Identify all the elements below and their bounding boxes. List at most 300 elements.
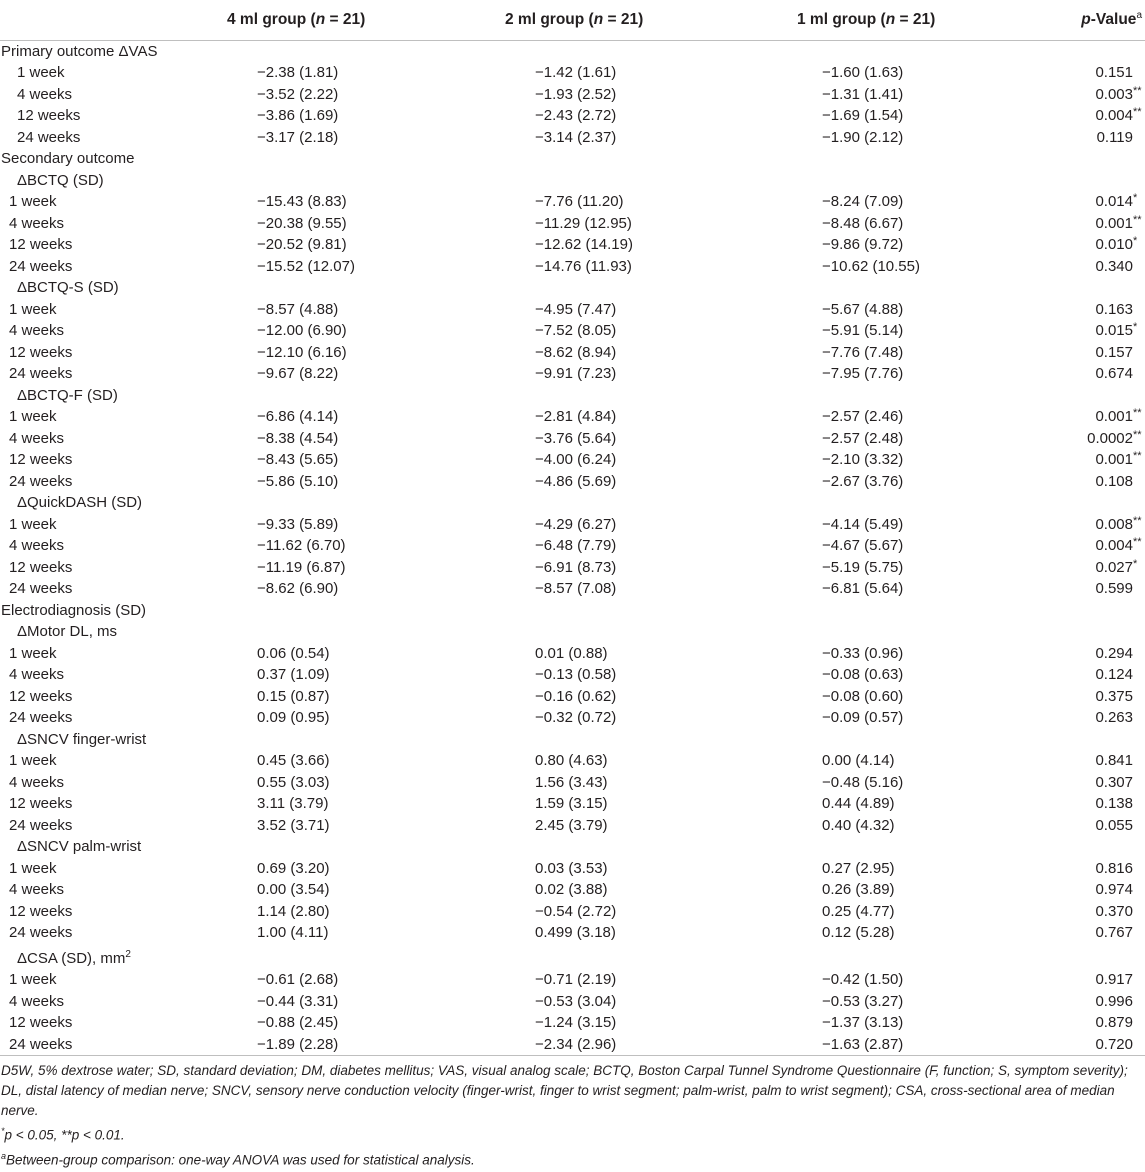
cell-1ml: −10.62 (10.55) — [822, 257, 920, 275]
significance-stars: * — [1133, 192, 1138, 204]
cell-4ml: −8.43 (5.65) — [257, 451, 339, 468]
cell-p-value — [1047, 320, 1145, 342]
cell-4ml: 0.37 (1.09) — [257, 666, 330, 683]
row-label: 12 weeks — [9, 451, 73, 468]
row-label: 1 week — [9, 193, 57, 210]
cell-1ml: −4.14 (5.49) — [822, 515, 904, 533]
p-value-text: 0.974 — [1095, 881, 1133, 898]
cell-2ml: −9.91 (7.23) — [535, 365, 617, 382]
cell-4ml: −15.52 (12.07) — [257, 257, 355, 275]
heading-text: ΔBCTQ (SD) — [17, 171, 104, 189]
cell-2ml: −3.14 (2.37) — [535, 128, 617, 146]
cell-2ml: −1.93 (2.52) — [535, 85, 617, 103]
cell-2ml: −0.71 (2.19) — [535, 971, 617, 988]
p-value-text: 0.157 — [1095, 343, 1133, 361]
cell-p-value — [1047, 256, 1145, 278]
cell-1ml: 0.44 (4.89) — [822, 795, 895, 812]
cell-4ml: −5.86 (5.10) — [257, 472, 339, 490]
table-header — [0, 0, 1145, 40]
cell-p-value — [1047, 127, 1145, 149]
table-row — [0, 793, 1145, 815]
p-value-text: 0.015 — [1095, 322, 1133, 339]
table-body — [0, 40, 1145, 1056]
table-row — [0, 686, 1145, 708]
cell-p-value — [1047, 471, 1145, 493]
table-row — [0, 320, 1145, 342]
p-value-text: 0.375 — [1095, 687, 1133, 705]
row-label: 24 weeks — [0, 1034, 215, 1056]
heading-cell — [0, 40, 1145, 62]
cell-1ml: −0.42 (1.50) — [822, 971, 904, 988]
cell-2ml: −14.76 (11.93) — [535, 257, 632, 275]
footnote-abbreviations: D5W, 5% dextrose water; SD, standard deviation; DM, diabetes mellitus; VAS, visual analog scale; BCTQ, Boston Carpal Tunnel Syndrome Questionnaire (F, function; S, symptom severity); DL, distal latency of median nerve; SNCV, sensory nerve conduction velocity (finger-wrist, finger to wrist segment; palm-wrist, palm to wrist segment); CSA, cross-sectional area of median nerve. — [1, 1063, 1128, 1118]
significance-stars: * — [1133, 235, 1138, 247]
cell-1ml: −2.57 (2.46) — [822, 408, 904, 425]
table-row — [0, 256, 1145, 278]
table-row — [0, 471, 1145, 493]
header-label-cell — [0, 0, 215, 40]
heading-text: ΔMotor DL, ms — [17, 623, 118, 640]
cell-2ml: −11.29 (12.95) — [535, 214, 632, 232]
row-label: 4 weeks — [9, 429, 65, 447]
cell-p-value — [1047, 879, 1145, 901]
significance-stars: ** — [1133, 84, 1142, 97]
cell-4ml: −11.62 (6.70) — [257, 537, 346, 554]
cell-p-value — [1047, 578, 1145, 600]
significance-stars: ** — [1133, 213, 1142, 226]
cell-2ml: −2.43 (2.72) — [535, 107, 617, 124]
cell-2ml: −6.48 (7.79) — [535, 537, 617, 554]
row-label: 12 weeks — [9, 1014, 73, 1031]
cell-2ml: 0.02 (3.88) — [535, 881, 608, 898]
table-row — [0, 342, 1145, 364]
cell-4ml: −9.33 (5.89) — [257, 515, 339, 533]
p-value-text: 0.151 — [1095, 64, 1133, 81]
significance-stars: ** — [1133, 450, 1142, 462]
p-value-text: 0.720 — [1095, 1035, 1133, 1053]
cell-p-value — [1047, 428, 1145, 450]
significance-stars: * — [1133, 557, 1138, 570]
table-row — [0, 213, 1145, 235]
cell-2ml: −0.16 (0.62) — [535, 687, 617, 705]
cell-p-value — [1047, 84, 1145, 106]
row-label: 1 week — [9, 859, 57, 877]
table-row — [0, 858, 1145, 880]
cell-4ml: −0.44 (3.31) — [257, 992, 339, 1010]
cell-p-value — [1047, 901, 1145, 923]
heading-text: ΔSNCV palm-wrist — [17, 838, 142, 855]
p-value-text: 0.008 — [1095, 515, 1133, 533]
cell-2ml: −8.57 (7.08) — [535, 580, 617, 597]
row-label: 24 weeks — [9, 924, 73, 941]
cell-4ml: −0.61 (2.68) — [257, 971, 339, 988]
cell-1ml: −0.53 (3.27) — [822, 992, 904, 1010]
heading-cell — [0, 170, 1145, 192]
row-label: 4 weeks — [9, 992, 65, 1010]
table-row — [0, 664, 1145, 686]
table-row — [0, 578, 1145, 600]
p-value-text: 0.263 — [1095, 709, 1133, 726]
cell-2ml: 0.03 (3.53) — [535, 859, 608, 877]
heading-cell — [0, 729, 1145, 751]
p-value-text: 0.001 — [1095, 408, 1133, 425]
row-label: 1 week — [9, 300, 57, 318]
table-row — [0, 707, 1145, 729]
cell-p-value — [1047, 535, 1145, 557]
cell-4ml: −11.19 (6.87) — [257, 558, 346, 576]
heading-cell — [0, 944, 1145, 970]
cell-1ml: −2.67 (3.76) — [822, 472, 904, 490]
table-row — [0, 991, 1145, 1013]
cell-4ml: −20.38 (9.55) — [257, 214, 347, 232]
heading-text: Primary outcome ΔVAS — [1, 42, 158, 60]
cell-2ml: −3.76 (5.64) — [535, 429, 617, 447]
p-value-text: 0.108 — [1095, 472, 1133, 490]
cell-p-value — [1047, 707, 1145, 729]
row-label: 4 weeks — [9, 773, 65, 791]
heading-cell — [0, 836, 1145, 858]
cell-2ml: −0.32 (0.72) — [535, 709, 617, 726]
cell-1ml: 0.40 (4.32) — [822, 816, 895, 834]
heading-cell — [0, 492, 1145, 514]
significance-stars: ** — [1133, 428, 1142, 441]
cell-p-value — [1047, 449, 1145, 471]
row-label: 4 weeks — [9, 537, 65, 554]
cell-p-value — [1047, 750, 1145, 772]
cell-4ml: 0.69 (3.20) — [257, 859, 330, 877]
heading-cell — [0, 600, 1145, 622]
table-row — [0, 514, 1145, 536]
cell-p-value — [1047, 664, 1145, 686]
cell-4ml: −20.52 (9.81) — [257, 236, 347, 253]
cell-4ml: −3.17 (2.18) — [257, 128, 339, 146]
p-value-text: 0.138 — [1095, 795, 1133, 812]
cell-1ml: 0.12 (5.28) — [822, 924, 895, 941]
row-label: 12 weeks — [17, 107, 81, 124]
table-row — [0, 127, 1145, 149]
table-row — [0, 772, 1145, 794]
cell-2ml: −8.62 (8.94) — [535, 343, 617, 361]
cell-1ml: −5.91 (5.14) — [822, 322, 904, 339]
table-row — [0, 449, 1145, 471]
p-value-text: 0.003 — [1095, 85, 1133, 103]
header-p-value: p-Value$^a$ — [1047, 0, 1145, 40]
cell-4ml: −6.86 (4.14) — [257, 408, 339, 425]
cell-4ml: −3.52 (2.22) — [257, 85, 339, 103]
cell-p-value — [1047, 299, 1145, 321]
cell-4ml: −12.00 (6.90) — [257, 322, 347, 339]
cell-4ml: −8.38 (4.54) — [257, 429, 339, 447]
cell-2ml: −2.81 (4.84) — [535, 408, 617, 425]
cell-1ml: −9.86 (9.72) — [822, 236, 904, 253]
cell-2ml: −4.29 (6.27) — [535, 515, 617, 533]
cell-4ml: 0.55 (3.03) — [257, 773, 330, 791]
cell-2ml: −7.52 (8.05) — [535, 322, 617, 339]
cell-p-value — [1047, 213, 1145, 235]
table-row — [0, 750, 1145, 772]
section-heading-row — [0, 40, 1145, 62]
cell-2ml: −4.00 (6.24) — [535, 451, 617, 468]
row-label: 1 week — [9, 408, 57, 425]
row-label: 1 week — [9, 515, 57, 533]
p-value-text: 0.767 — [1095, 924, 1133, 941]
cell-1ml: −2.57 (2.48) — [822, 429, 904, 447]
cell-1ml: −6.81 (5.64) — [822, 580, 904, 597]
cell-1ml: 0.00 (4.14) — [822, 752, 895, 769]
cell-4ml: 0.06 (0.54) — [257, 644, 330, 662]
cell-4ml: −1.89 (2.28) — [215, 1034, 505, 1056]
row-label: 12 weeks — [9, 795, 73, 812]
table-row — [0, 557, 1145, 579]
heading-cell — [0, 148, 1145, 170]
heading-superscript: 2 — [125, 948, 131, 960]
row-label: 12 weeks — [9, 558, 73, 576]
cell-2ml: −7.76 (11.20) — [535, 193, 624, 210]
p-value-text: 0.055 — [1095, 816, 1133, 834]
table-row — [0, 191, 1145, 213]
cell-1ml: −1.90 (2.12) — [822, 128, 904, 146]
cell-2ml: 2.45 (3.79) — [535, 816, 608, 834]
section-heading-row — [0, 600, 1145, 622]
table-row — [0, 969, 1145, 991]
cell-2ml: 0.80 (4.63) — [535, 752, 608, 769]
cell-4ml: −3.86 (1.69) — [257, 107, 339, 124]
cell-1ml: −5.19 (5.75) — [822, 558, 904, 576]
cell-2ml: −6.91 (8.73) — [535, 558, 617, 576]
cell-2ml: 0.499 (3.18) — [535, 924, 616, 941]
cell-p-value — [1047, 686, 1145, 708]
p-value-text: 0.340 — [1095, 257, 1133, 275]
table-row — [0, 901, 1145, 923]
p-value-text: 0.841 — [1095, 752, 1133, 769]
cell-4ml: 0.09 (0.95) — [257, 709, 330, 726]
cell-p-value — [1047, 643, 1145, 665]
cell-1ml: −8.24 (7.09) — [822, 193, 904, 210]
row-label: 24 weeks — [9, 257, 73, 275]
p-value-text: 0.004 — [1095, 537, 1133, 554]
row-label: 4 weeks — [9, 666, 65, 683]
row-label: 12 weeks — [9, 902, 73, 920]
cell-4ml: −8.57 (4.88) — [257, 300, 339, 318]
cell-4ml: 0.15 (0.87) — [257, 687, 330, 705]
table-row — [0, 922, 1145, 944]
table-row — [0, 1012, 1145, 1034]
cell-p-value — [1047, 105, 1145, 127]
header-4ml-group: 4 ml group (n = 21) — [215, 0, 505, 40]
cell-p-value — [1047, 234, 1145, 256]
row-label: 24 weeks — [9, 709, 73, 726]
significance-stars: * — [1133, 321, 1138, 333]
table-footnotes — [0, 1061, 1145, 1170]
cell-4ml: −2.38 (1.81) — [257, 64, 339, 81]
heading-text: ΔBCTQ-S (SD) — [17, 279, 119, 296]
p-value-text: 0.163 — [1095, 300, 1133, 318]
cell-p-value — [1047, 1012, 1145, 1034]
cell-1ml: −1.69 (1.54) — [822, 107, 904, 124]
cell-4ml: 1.00 (4.11) — [257, 924, 329, 941]
table-row — [0, 815, 1145, 837]
cell-p-value — [1047, 969, 1145, 991]
p-value-text: 0.307 — [1095, 773, 1133, 791]
table-row — [0, 643, 1145, 665]
cell-4ml: 0.45 (3.66) — [257, 752, 330, 769]
cell-p-value — [1047, 514, 1145, 536]
row-label: 1 week — [9, 752, 57, 769]
cell-1ml: −1.37 (3.13) — [822, 1014, 904, 1031]
p-value-text: 0.996 — [1095, 992, 1133, 1010]
p-value-text: 0.674 — [1095, 365, 1133, 382]
p-value-text: 0.917 — [1095, 971, 1133, 988]
cell-4ml: −9.67 (8.22) — [257, 365, 339, 382]
row-label: 1 week — [17, 64, 65, 81]
row-label: 4 weeks — [9, 214, 65, 232]
p-value-text: 0.001 — [1095, 451, 1133, 468]
heading-text: ΔCSA (SD), mm — [17, 949, 126, 967]
cell-p-value — [1047, 342, 1145, 364]
p-value-text: 0.294 — [1095, 644, 1133, 662]
subsection-heading-row — [0, 277, 1145, 299]
p-value-text: 0.119 — [1096, 128, 1133, 146]
significance-stars: ** — [1133, 514, 1142, 527]
header-1ml-group: 1 ml group (n = 21) — [790, 0, 1047, 40]
row-label: 1 week — [9, 644, 57, 662]
header-2ml-group: 2 ml group (n = 21) — [505, 0, 790, 40]
subsection-heading-row — [0, 492, 1145, 514]
p-value-text: 0.010 — [1095, 236, 1133, 253]
cell-1ml: −5.67 (4.88) — [822, 300, 904, 318]
cell-1ml: 0.25 (4.77) — [822, 902, 895, 920]
cell-2ml: 1.56 (3.43) — [535, 773, 608, 791]
cell-p-value — [1047, 793, 1145, 815]
cell-1ml: −7.76 (7.48) — [822, 343, 904, 361]
subsection-heading-row — [0, 621, 1145, 643]
cell-1ml: −0.09 (0.57) — [822, 709, 904, 726]
heading-cell — [0, 385, 1145, 407]
row-label: 4 weeks — [9, 322, 65, 339]
cell-4ml: −15.43 (8.83) — [257, 193, 347, 210]
row-label: 12 weeks — [9, 236, 73, 253]
cell-4ml: −8.62 (6.90) — [257, 580, 339, 597]
cell-2ml: −4.86 (5.69) — [535, 472, 617, 490]
p-value-text: 0.027 — [1095, 558, 1133, 576]
row-label: 12 weeks — [9, 687, 73, 705]
row-label: 1 week — [9, 971, 57, 988]
row-label: 24 weeks — [9, 816, 73, 834]
p-value-text: 0.370 — [1095, 902, 1133, 920]
p-value-text: 0.879 — [1095, 1014, 1133, 1031]
p-value-text: 0.816 — [1095, 859, 1133, 877]
cell-p-value — [1047, 363, 1145, 385]
cell-p-value — [1047, 406, 1145, 428]
row-label: 24 weeks — [9, 365, 73, 382]
row-label: 24 weeks — [9, 580, 73, 597]
table-row — [0, 234, 1145, 256]
cell-p-value — [1047, 62, 1145, 84]
significance-stars: ** — [1133, 536, 1142, 548]
footnote-anova: $^a$Between-group comparison: one-way ANOVA was used for statistical analysis. — [1, 1150, 475, 1167]
p-value-text: 0.001 — [1095, 214, 1133, 232]
section-heading-row — [0, 148, 1145, 170]
cell-p-value — [1047, 191, 1145, 213]
cell-p-value — [1047, 815, 1145, 837]
cell-p-value — [1047, 991, 1145, 1013]
cell-2ml: −1.42 (1.61) — [535, 64, 617, 81]
cell-1ml: −0.48 (5.16) — [822, 773, 904, 791]
row-label: 24 weeks — [9, 472, 73, 490]
cell-2ml: −0.13 (0.58) — [535, 666, 617, 683]
table-row — [0, 363, 1145, 385]
cell-p-value — [1047, 557, 1145, 579]
cell-2ml: −0.54 (2.72) — [535, 902, 617, 920]
p-value-text: 0.124 — [1095, 666, 1133, 683]
cell-4ml: 0.00 (3.54) — [257, 881, 330, 898]
cell-2ml: −1.24 (3.15) — [535, 1014, 617, 1031]
p-value-text: 0.0002 — [1087, 429, 1133, 447]
cell-1ml: 0.27 (2.95) — [822, 859, 895, 877]
table-row — [0, 299, 1145, 321]
heading-text: ΔSNCV finger-wrist — [17, 730, 147, 748]
cell-2ml: 1.59 (3.15) — [535, 795, 608, 812]
subsection-heading-row — [0, 729, 1145, 751]
cell-1ml: −8.48 (6.67) — [822, 214, 904, 232]
cell-1ml: −0.08 (0.60) — [822, 687, 904, 705]
significance-stars: ** — [1133, 407, 1142, 419]
subsection-heading-row — [0, 385, 1145, 407]
heading-cell — [0, 621, 1145, 643]
cell-p-value — [1047, 1034, 1145, 1056]
footnote-significance: *p < 0.05, **p < 0.01. — [1, 1126, 125, 1143]
table-row — [0, 406, 1145, 428]
cell-4ml: −12.10 (6.16) — [257, 343, 347, 361]
cell-4ml: 3.52 (3.71) — [257, 816, 330, 834]
table-row — [0, 1034, 1145, 1056]
p-value-text: 0.004 — [1095, 107, 1133, 124]
subsection-heading-row — [0, 170, 1145, 192]
row-label: 12 weeks — [9, 343, 73, 361]
cell-p-value — [1047, 858, 1145, 880]
cell-4ml: 3.11 (3.79) — [257, 795, 329, 812]
cell-1ml: −7.95 (7.76) — [822, 365, 904, 382]
heading-cell — [0, 277, 1145, 299]
heading-text: ΔBCTQ-F (SD) — [17, 386, 118, 404]
cell-2ml: 0.01 (0.88) — [535, 644, 608, 662]
cell-2ml: −2.34 (2.96) — [505, 1034, 790, 1056]
row-label: 24 weeks — [17, 128, 81, 146]
cell-1ml: −1.60 (1.63) — [822, 64, 904, 81]
heading-text: ΔQuickDASH (SD) — [17, 494, 143, 511]
significance-stars: ** — [1133, 106, 1142, 118]
cell-2ml: −0.53 (3.04) — [535, 992, 617, 1010]
row-label: 4 weeks — [17, 85, 73, 103]
cell-p-value — [1047, 772, 1145, 794]
cell-1ml: −4.67 (5.67) — [822, 537, 904, 554]
cell-1ml: −1.31 (1.41) — [822, 85, 904, 103]
cell-2ml: −12.62 (14.19) — [535, 236, 633, 253]
table-row — [0, 535, 1145, 557]
table-row — [0, 428, 1145, 450]
table-row — [0, 62, 1145, 84]
p-value-text: 0.014 — [1095, 193, 1133, 210]
cell-1ml: −0.33 (0.96) — [822, 644, 904, 662]
table-row — [0, 879, 1145, 901]
cell-1ml: −0.08 (0.63) — [822, 666, 904, 683]
table-row — [0, 105, 1145, 127]
heading-text: Secondary outcome — [1, 150, 135, 167]
subsection-heading-row — [0, 836, 1145, 858]
cell-4ml: −0.88 (2.45) — [257, 1014, 339, 1031]
subsection-heading-row — [0, 944, 1145, 970]
cell-1ml: −1.63 (2.87) — [790, 1034, 1047, 1056]
